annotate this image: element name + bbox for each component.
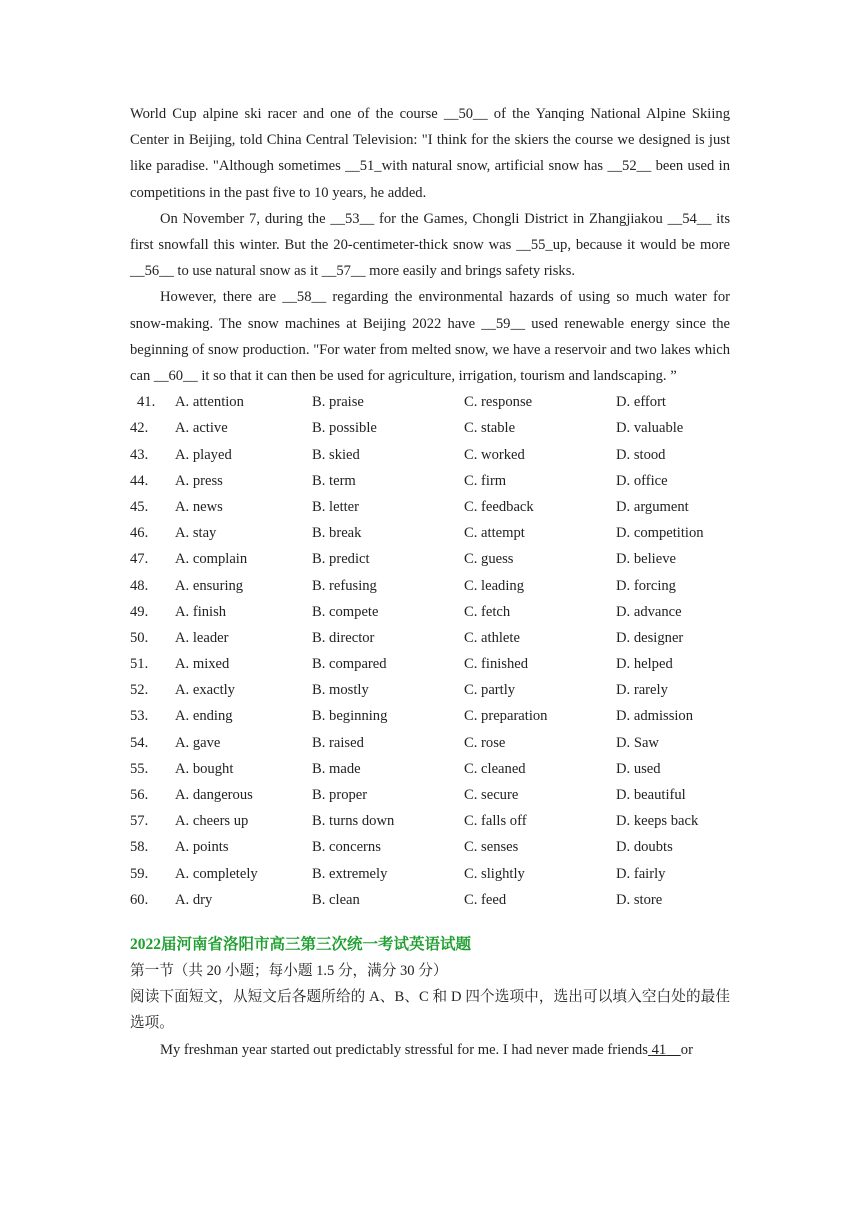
option-row: [130, 546, 730, 572]
option-a: A. news: [175, 498, 223, 515]
option-b: B. turns down: [312, 813, 395, 830]
option-d: D. rarely: [616, 682, 668, 699]
option-number: 57.: [130, 813, 149, 830]
option-d: D. effort: [616, 394, 666, 411]
option-d: D. fairly: [616, 865, 666, 882]
option-b: B. raised: [312, 734, 364, 751]
options-table: [130, 389, 730, 913]
option-row: [130, 677, 730, 703]
option-row: [130, 703, 730, 729]
option-c: C. leading: [464, 577, 524, 594]
option-a: A. complain: [175, 551, 248, 568]
option-number: 45.: [130, 498, 149, 515]
option-c: C. response: [464, 394, 533, 411]
option-b: B. compete: [312, 603, 379, 620]
option-d: D. believe: [616, 551, 676, 568]
option-row: [130, 520, 730, 546]
passage-paragraph-1: World Cup alpine ski racer and one of the course __50__ of the Yanqing National Alpine Skiing Center in Beijing, told China Central Television: "I think for the skiers the course we designed is just like paradise. "Although sometimes __51_with natural snow, artificial snow has __52__ been used in competitions in the past five to 10 years, he added.: [130, 106, 730, 201]
option-d: D. office: [616, 472, 668, 489]
option-d: D. designer: [616, 629, 684, 646]
option-row: [130, 834, 730, 860]
option-number: 58.: [130, 839, 149, 856]
next-passage-paragraph: [130, 1037, 730, 1063]
option-number: 56.: [130, 787, 149, 804]
option-a: A. attention: [175, 394, 244, 411]
option-number: 60.: [130, 891, 149, 908]
option-c: C. finished: [464, 656, 529, 673]
option-b: B. term: [312, 472, 356, 489]
option-a: A. ensuring: [175, 577, 244, 594]
option-row: [130, 389, 730, 415]
option-d: D. store: [616, 891, 663, 908]
option-c: C. partly: [464, 682, 516, 699]
option-b: B. clean: [312, 891, 360, 908]
option-c: C. fetch: [464, 603, 511, 620]
option-number: 42.: [130, 420, 149, 437]
option-c: C. falls off: [464, 813, 527, 830]
option-d: D. advance: [616, 603, 682, 620]
option-row: [130, 625, 730, 651]
option-a: A. leader: [175, 629, 229, 646]
option-row: [130, 730, 730, 756]
option-a: A. finish: [175, 603, 227, 620]
option-b: B. possible: [312, 420, 377, 437]
option-a: A. points: [175, 839, 229, 856]
option-number: 48.: [130, 577, 149, 594]
option-d: D. valuable: [616, 420, 684, 437]
option-row: [130, 861, 730, 887]
option-c: C. secure: [464, 787, 519, 804]
blank-41-number: 41: [651, 1041, 667, 1058]
option-number: 41.: [137, 394, 156, 411]
section-subtitle: 第一节（共 20 小题；每小题 1.5 分，满分 30 分）: [130, 962, 448, 979]
option-row: [130, 782, 730, 808]
option-b: B. beginning: [312, 708, 388, 725]
option-b: B. mostly: [312, 682, 369, 699]
option-c: C. athlete: [464, 629, 520, 646]
option-a: A. exactly: [175, 682, 235, 699]
option-a: A. ending: [175, 708, 233, 725]
option-a: A. played: [175, 446, 232, 463]
option-d: D. doubts: [616, 839, 673, 856]
option-row: [130, 887, 730, 913]
option-a: A. dry: [175, 891, 213, 908]
option-number: 59.: [130, 865, 149, 882]
option-row: [130, 756, 730, 782]
option-a: A. cheers up: [175, 813, 249, 830]
option-b: B. break: [312, 525, 362, 542]
option-d: D. Saw: [616, 734, 659, 751]
option-b: B. refusing: [312, 577, 377, 594]
option-c: C. attempt: [464, 525, 525, 542]
option-row: [130, 468, 730, 494]
option-b: B. made: [312, 760, 361, 777]
option-number: 44.: [130, 472, 149, 489]
option-number: 55.: [130, 760, 149, 777]
passage-paragraph-3: However, there are __58__ regarding the environmental hazards of using so much water for snow-making. The snow machines at Beijing 2022 have __59__ used renewable energy since the beginning of snow production. "For water from melted snow, we have a reservoir and two lakes which can __60__ it so that it can then be used for agriculture, irrigation, tourism and landscaping. ”: [130, 289, 730, 385]
option-c: C. feed: [464, 891, 507, 908]
option-number: 51.: [130, 656, 149, 673]
option-b: B. proper: [312, 787, 368, 804]
option-d: D. argument: [616, 498, 689, 515]
option-d: D. beautiful: [616, 787, 686, 804]
option-b: B. concerns: [312, 839, 381, 856]
option-c: C. feedback: [464, 498, 534, 515]
option-b: B. skied: [312, 446, 360, 463]
option-d: D. stood: [616, 446, 666, 463]
option-b: B. extremely: [312, 865, 388, 882]
option-c: C. preparation: [464, 708, 548, 725]
option-c: C. cleaned: [464, 760, 526, 777]
option-d: D. forcing: [616, 577, 676, 594]
option-c: C. worked: [464, 446, 525, 463]
option-number: 43.: [130, 446, 149, 463]
next-passage-text: My freshman year started out predictably stressful for me. I had never made friends: [160, 1041, 648, 1058]
option-a: A. press: [175, 472, 223, 489]
next-passage-continuation: or: [680, 1041, 693, 1058]
section-title: 2022届河南省洛阳市高三第三次统一考试英语试题: [130, 935, 472, 953]
option-d: D. helped: [616, 656, 673, 673]
section-instructions: 阅读下面短文，从短文后各题所给的 A、B、C 和 D 四个选项中，选出可以填入空白处的最佳选项。: [130, 989, 730, 1032]
option-b: B. praise: [312, 394, 364, 411]
option-a: A. stay: [175, 525, 217, 542]
option-b: B. compared: [312, 656, 387, 673]
option-number: 47.: [130, 551, 149, 568]
option-row: [130, 494, 730, 520]
option-a: A. bought: [175, 760, 234, 777]
option-a: A. gave: [175, 734, 221, 751]
option-c: C. rose: [464, 734, 506, 751]
option-a: A. dangerous: [175, 787, 253, 804]
option-number: 50.: [130, 629, 149, 646]
document-content: [130, 101, 730, 1063]
option-number: 49.: [130, 603, 149, 620]
option-c: C. firm: [464, 472, 507, 489]
option-a: A. active: [175, 420, 228, 437]
option-b: B. predict: [312, 551, 370, 568]
option-c: C. guess: [464, 551, 514, 568]
option-row: [130, 651, 730, 677]
option-c: C. senses: [464, 839, 519, 856]
option-c: C. stable: [464, 420, 516, 437]
option-number: 54.: [130, 734, 149, 751]
option-row: [130, 599, 730, 625]
option-c: C. slightly: [464, 865, 525, 882]
option-d: D. competition: [616, 525, 704, 542]
option-a: A. completely: [175, 865, 258, 882]
option-number: 46.: [130, 525, 149, 542]
option-row: [130, 415, 730, 441]
option-row: [130, 442, 730, 468]
blank-41: [648, 1042, 681, 1058]
option-row: [130, 808, 730, 834]
option-d: D. used: [616, 760, 661, 777]
option-number: 52.: [130, 682, 149, 699]
passage-paragraph-2: On November 7, during the __53__ for the Games, Chongli District in Zhangjiakou __54__ its first snowfall this winter. But the 20-centimeter-thick snow was __55_up, because it would be more __56__ to use natural snow as it __57__ more easily and brings safety risks.: [130, 210, 730, 280]
option-d: D. keeps back: [616, 813, 699, 830]
option-number: 53.: [130, 708, 149, 725]
option-row: [130, 573, 730, 599]
option-a: A. mixed: [175, 656, 230, 673]
option-d: D. admission: [616, 708, 694, 725]
option-b: B. letter: [312, 498, 360, 515]
option-b: B. director: [312, 629, 375, 646]
